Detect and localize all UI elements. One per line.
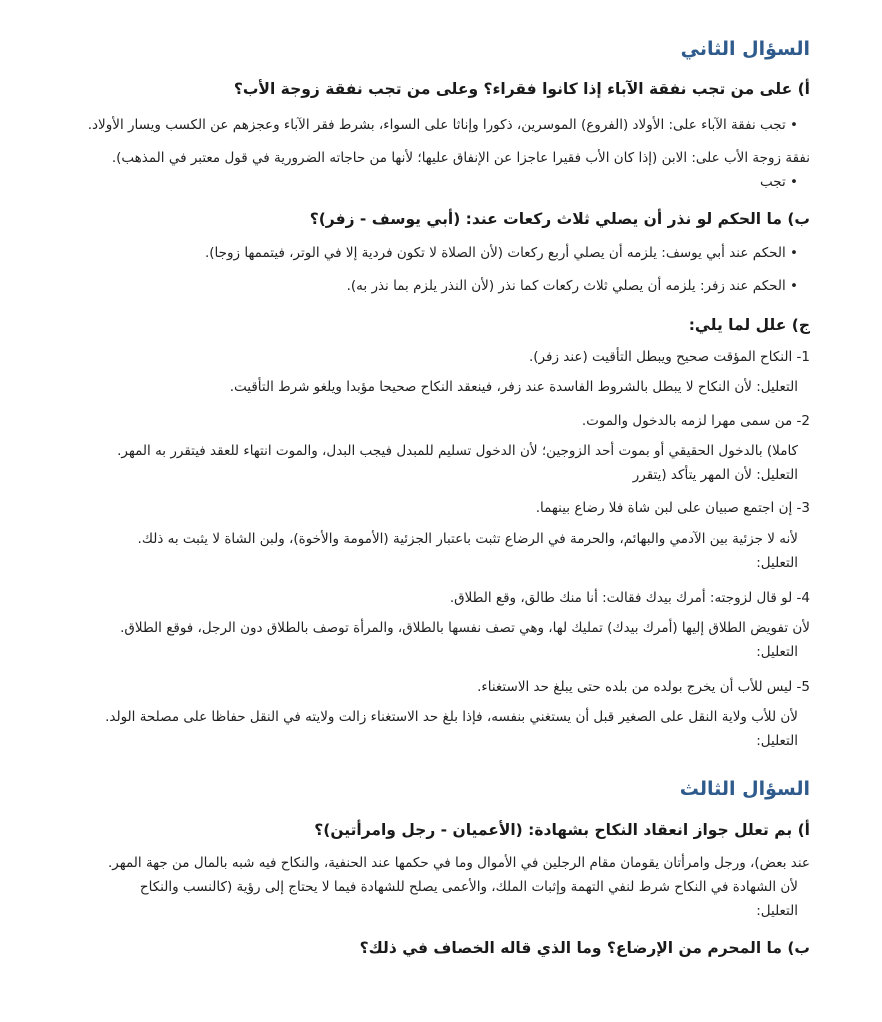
question-heading: ج) علل لما يلي: xyxy=(688,316,810,334)
section-heading-q3: السؤال الثالث xyxy=(679,778,810,800)
reason-text: كاملا) بالدخول الحقيقي أو بموت أحد الزوجين؛ لأن الدخول تسليم للمبدل فيجب البدل، والموت انتهاء للعقد فيتقرر به المهر. xyxy=(117,443,798,459)
reason-text: التعليل: لأن المهر يتأكد (يتقرر xyxy=(632,467,798,483)
question-heading: أ) على من تجب نفقة الآباء إذا كانوا فقراء؟ وعلى من تجب نفقة زوجة الأب؟ xyxy=(233,80,810,98)
reason-label: التعليل: xyxy=(756,903,798,919)
bullet-text: • تجب نفقة الآباء على: الأولاد (الفروع) الموسرين، ذكورا وإناثا على السواء، بشرط فقر الآباء وعجزهم عن الكسب ويسار الأولاد. xyxy=(87,117,798,133)
bullet-text: • الحكم عند أبي يوسف: يلزمه أن يصلي أربع ركعات (لأن الصلاة لا تكون فردية إلا في الوتر، فيتممها زوجا). xyxy=(205,245,798,261)
list-item: 4- لو قال لزوجته: أمرك بيدك فقالت: أنا منك طالق، وقع الطلاق. xyxy=(449,590,810,606)
list-item: 2- من سمى مهرا لزمه بالدخول والموت. xyxy=(581,413,810,429)
list-item: 3- إن اجتمع صبيان على لبن شاة فلا رضاع بينهما. xyxy=(535,500,810,516)
bullet-text: • تجب xyxy=(760,174,798,190)
question-heading: أ) بم تعلل جواز انعقاد النكاح بشهادة: (الأعميان - رجل وامرأتين)؟ xyxy=(314,821,810,839)
reason-text: لأن الشهادة في النكاح شرط لنفي التهمة وإثبات الملك، والأعمى يصلح للشهادة فيما لا يحتاج إلى رؤية (كالنسب والنكاح xyxy=(139,879,798,895)
reason-label: التعليل: xyxy=(756,555,798,571)
reason-text: لأنه لا جزئية بين الآدمي والبهائم، والحرمة في الرضاع تثبت باعتبار الجزئية (الأمومة والأخوة)، ولبن الشاة لا يثبت به ذلك. xyxy=(137,531,798,547)
reason-label: التعليل: xyxy=(756,733,798,749)
list-item: 1- النكاح المؤقت صحيح ويبطل التأقيت (عند زفر). xyxy=(529,349,810,365)
paragraph-text: نفقة زوجة الأب على: الابن (إذا كان الأب فقيرا عاجزا عن الإنفاق عليها؛ لأنها من حاجاته الضرورية في قول معتبر في المذهب). xyxy=(111,150,810,166)
question-heading: ب) ما الحكم لو نذر أن يصلي ثلاث ركعات عند: (أبي يوسف - زفر)؟ xyxy=(309,210,810,228)
reason-text: لأن للأب ولاية النقل على الصغير قبل أن يستغني بنفسه، فإذا بلغ حد الاستغناء زالت ولايته في النقل حفاظا على مصلحة الولد. xyxy=(105,709,798,725)
question-heading: ب) ما المحرم من الإرضاع؟ وما الذي قاله الخصاف في ذلك؟ xyxy=(359,939,810,957)
reason-text: عند بعض)، ورجل وامرأتان يقومان مقام الرجلين في الأموال وما في حكمها عند الحنفية، والنكاح فيه شبه بالمال من جهة المهر. xyxy=(108,855,810,871)
list-item: 5- ليس للأب أن يخرج بولده من بلده حتى يبلغ حد الاستغناء. xyxy=(477,679,810,695)
section-heading-q2: السؤال الثاني xyxy=(680,38,810,60)
reason-label: التعليل: xyxy=(756,644,798,660)
reason-text: التعليل: لأن النكاح لا يبطل بالشروط الفاسدة عند زفر، فينعقد النكاح صحيحا مؤبدا ويلغو شرط التأقيت. xyxy=(229,379,798,395)
reason-text: لأن تفويض الطلاق إليها (أمرك بيدك) تمليك لها، وهي تصف نفسها بالطلاق، والمرأة توصف بالطلاق دون الرجل، فوقع الطلاق. xyxy=(120,620,810,636)
bullet-text: • الحكم عند زفر: يلزمه أن يصلي ثلاث ركعات كما نذر (لأن النذر يلزم بما نذر به). xyxy=(346,278,798,294)
